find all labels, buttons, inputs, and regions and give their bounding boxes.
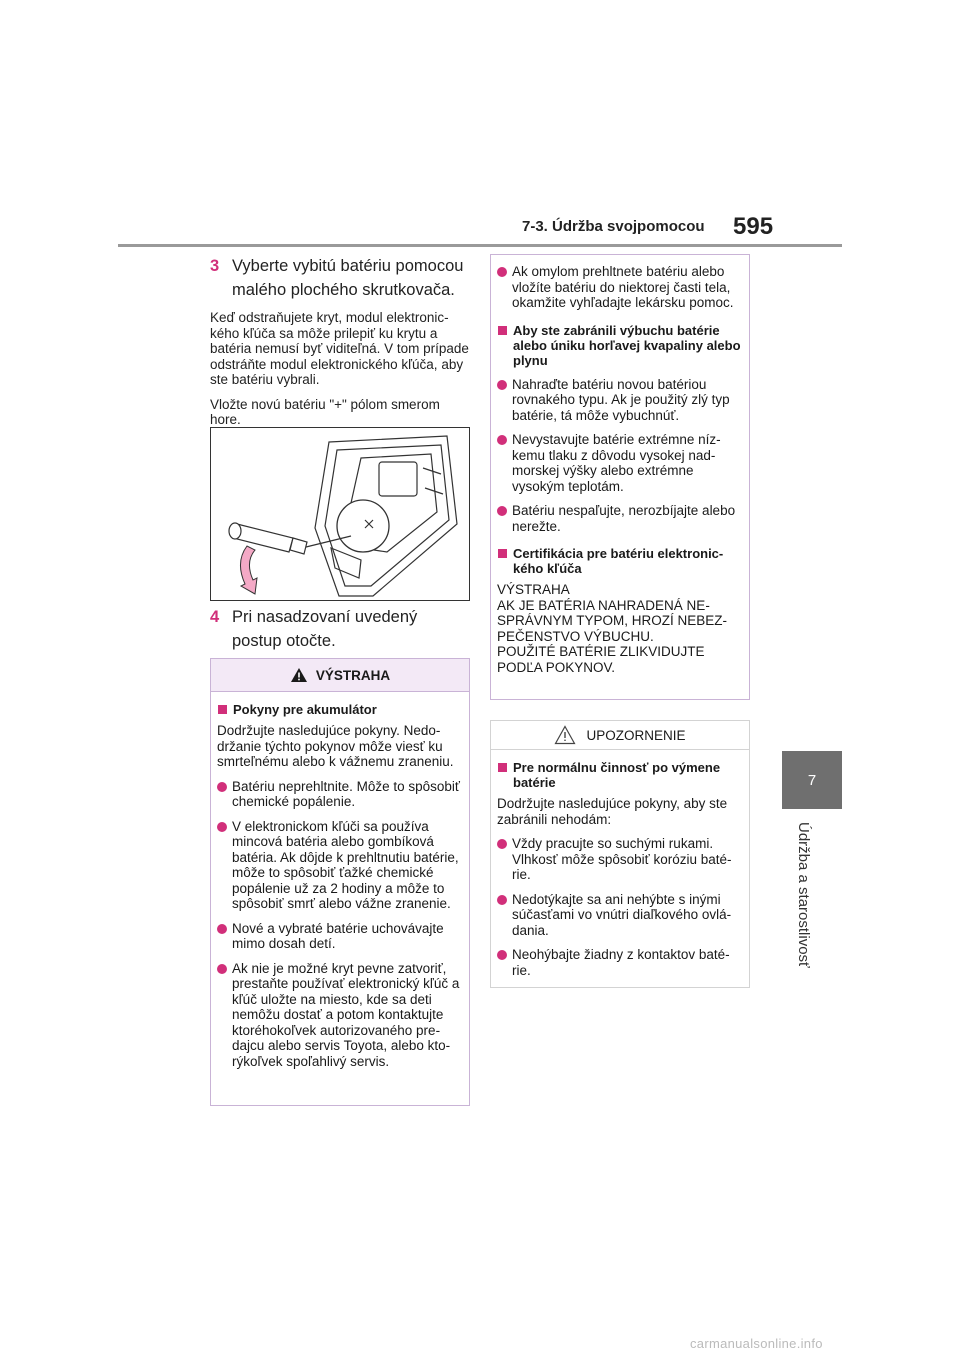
bullet-text: Nedotýkajte sa ani nehýbte s inými súčasťami vo vnútri diaľkového ovládania. — [512, 891, 732, 938]
warning-heading — [497, 546, 743, 576]
warning-bullet — [497, 432, 743, 494]
warning-bullet — [497, 264, 743, 311]
watermark: carmanualsonline.info — [690, 1336, 823, 1351]
dot-bullet-icon — [217, 782, 227, 792]
warning-bullet — [217, 921, 463, 952]
dot-bullet-icon — [497, 895, 507, 905]
dot-bullet-icon — [497, 435, 507, 445]
cert-line: POUŽITÉ BATÉRIE ZLIKVIDUJTE PODĽA POKYNOV. — [497, 644, 705, 675]
bullet-text: Ak omylom prehltnete batériu alebo vložíte batériu do niektorej časti tela, okamžite vyhľadajte lekársku pomoc. — [512, 264, 734, 310]
dot-bullet-icon — [497, 267, 507, 277]
bullet-text: Nové a vybraté batérie uchovávajte mimo dosah detí. — [232, 920, 444, 951]
square-bullet-icon — [498, 549, 507, 558]
warning-bullet — [497, 503, 743, 534]
warning-heading — [217, 702, 463, 717]
bullet-text: Nevystavujte batérie extrémne nízkemu tlaku z dôvodu vysokej nadmorskej výšky alebo extrémne vysokým teplotám. — [512, 432, 721, 494]
square-bullet-icon — [498, 326, 507, 335]
warning-header — [211, 659, 469, 692]
chapter-number: 7 — [807, 771, 817, 789]
warning-title: VÝSTRAHA — [315, 667, 391, 683]
bullet-text: Ak nie je možné kryt pevne zatvoriť, prestaňte používať elektronický kľúč a kľúč uložte na miesto, kde sa deti nemôžu dostať a potom kontaktujte ktoréhokoľvek autorizovaného predajcu alebo servis Toyota, alebo ktorýkoľvek spoľahlivý servis. — [232, 960, 460, 1069]
heading-text: Aby ste zabránili výbuchu batérie alebo úniku horľavej kvapaliny alebo plynu — [513, 322, 741, 368]
warning-continuation-box — [490, 254, 750, 700]
step-4 — [210, 605, 470, 653]
dot-bullet-icon — [497, 839, 507, 849]
heading-text: Pre normálnu činnosť po výmene batérie — [513, 760, 721, 790]
step-paragraph: Keď odstraňujete kryt, modul elektronického kľúča sa môže prilepiť ku krytu a batéria nemusí byť viditeľná. V tom prípade odstráňte modul elektronického kľúča, aby ste batériu vybrali. — [210, 310, 469, 387]
notice-title: UPOZORNENIE — [586, 727, 686, 743]
notice-heading — [497, 760, 743, 790]
warning-bullet — [217, 819, 463, 912]
bullet-text: Nahraďte batériu novou batériou rovnakého typu. Ak je použitý zlý typ batérie, tá môže vybuchnúť. — [512, 376, 730, 423]
dot-bullet-icon — [497, 950, 507, 960]
square-bullet-icon — [218, 705, 227, 714]
dot-bullet-icon — [217, 964, 227, 974]
warning-triangle-icon — [290, 667, 308, 683]
step-text: Pri nasadzovaní uvedený postup otočte. — [232, 608, 418, 650]
warning-bullet — [217, 961, 463, 1070]
battery-illustration — [210, 427, 470, 601]
caution-triangle-icon — [554, 725, 576, 745]
notice-header — [491, 721, 749, 750]
cert-line: AK JE BATÉRIA NAHRADENÁ NESPRÁVNYM TYPOM, HROZÍ NEBEZPEČENSTVO VÝBUCHU. — [497, 597, 728, 644]
dot-bullet-icon — [497, 506, 507, 516]
key-fob-drawing — [211, 428, 469, 600]
step-3 — [210, 254, 470, 302]
warning-bullet — [217, 779, 463, 810]
bullet-text: V elektronickom kľúči sa používa mincová batéria alebo gombíková batéria. Ak dôjde k prehltnutiu batérie, môže to spôsobiť ťažké chemické popálenie už za 2 hodiny a môže to spôsobiť smrť alebo vážne zranenie. — [232, 818, 459, 911]
warning-bullet — [497, 377, 743, 424]
step-text: Vyberte vybitú batériu pomocou malého plochého skrutkovača. — [232, 257, 464, 299]
notice-bullet — [497, 947, 743, 978]
notice-bullet — [497, 892, 743, 939]
warning-heading — [497, 323, 743, 368]
cert-line: VÝSTRAHA — [497, 582, 570, 597]
notice-box — [490, 720, 750, 988]
square-bullet-icon — [498, 763, 507, 772]
notice-intro: Dodržujte nasledujúce pokyny, aby ste zabránili nehodám: — [497, 796, 728, 827]
bullet-text: Batériu nespaľujte, nerozbíjajte alebo nerežte. — [512, 503, 736, 534]
heading-text: Certifikácia pre batériu elektronického kľúča — [513, 546, 724, 576]
step-number: 3 — [210, 257, 220, 275]
dot-bullet-icon — [497, 380, 507, 390]
bullet-text: Batériu neprehltnite. Môže to spôsobiť chemické popálenie. — [232, 778, 460, 809]
warning-intro: Dodržujte nasledujúce pokyny. Nedodržanie týchto pokynov môže viesť ku smrteľnému alebo k vážnemu zraneniu. — [217, 723, 454, 769]
page-number: 595 — [733, 213, 774, 240]
left-column — [210, 254, 470, 428]
warning-box — [210, 658, 470, 1106]
bullet-text: Vždy pracujte so suchými rukami. Vlhkosť môže spôsobiť koróziu batérie. — [512, 836, 732, 882]
bullet-text: Neohýbajte žiadny z kontaktov batérie. — [512, 947, 730, 978]
chapter-title: Údržba a starostlivosť — [795, 822, 812, 968]
section-title: 7-3. Údržba svojpomocou — [522, 218, 705, 235]
heading-text: Pokyny pre akumulátor — [233, 702, 377, 717]
chapter-tab[interactable] — [782, 751, 842, 809]
dot-bullet-icon — [217, 822, 227, 832]
step-paragraph: Vložte novú batériu "+" pólom smerom hore. — [210, 396, 440, 427]
dot-bullet-icon — [217, 924, 227, 934]
notice-bullet — [497, 836, 743, 883]
step-number: 4 — [210, 608, 220, 626]
header-rule — [118, 244, 842, 247]
